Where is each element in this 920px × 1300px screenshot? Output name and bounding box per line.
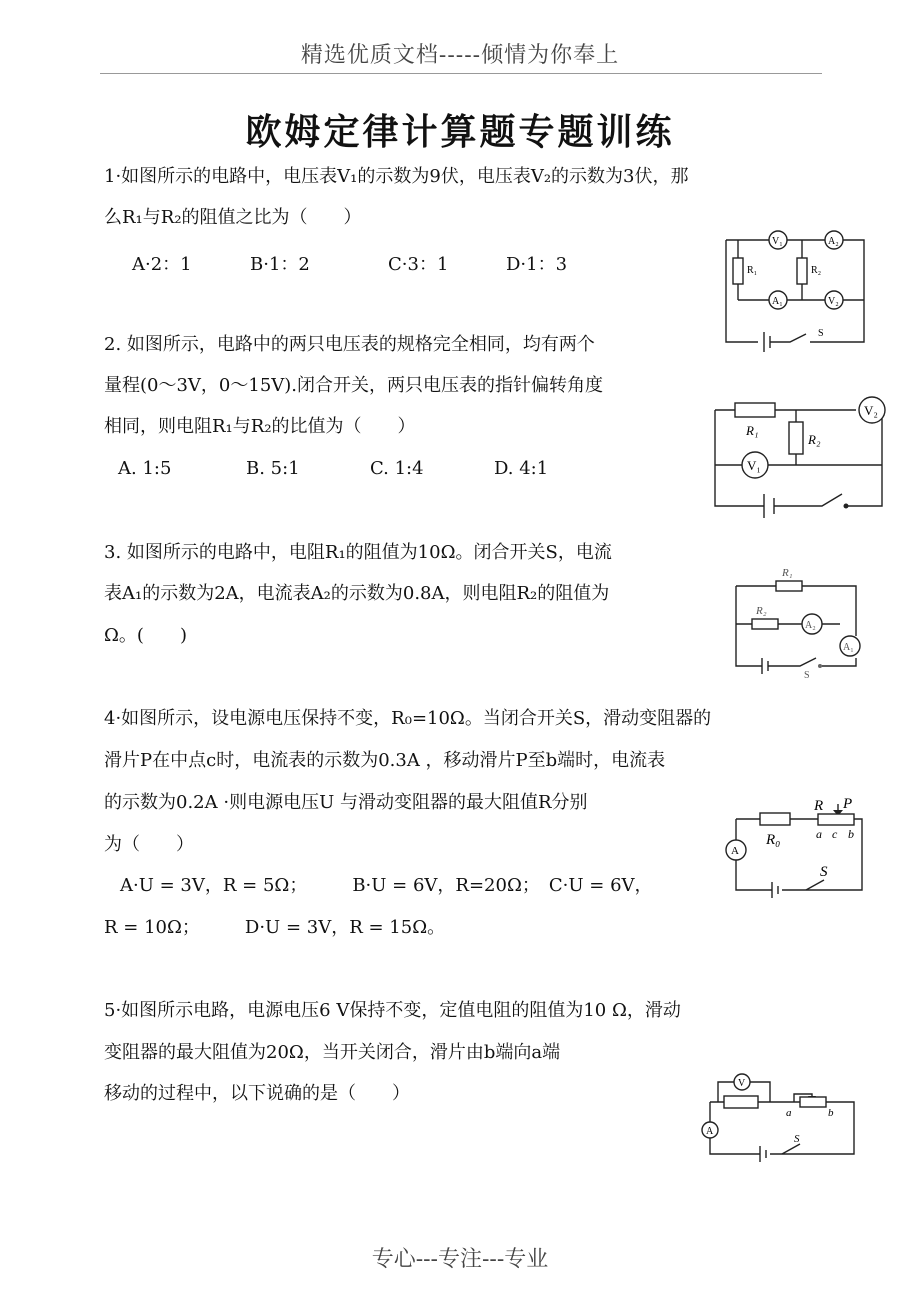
- q5-line-2: 变阻器的最大阻值为20Ω，当开关闭合，滑片由b端向a端: [104, 1042, 561, 1063]
- q3-resistor-r2: [752, 619, 778, 629]
- q4-line-1: 4·如图所示，设电源电压保持不变，R₀=10Ω。当闭合开关S，滑动变阻器的: [104, 708, 712, 729]
- q2-line-3: 相同，则电阻R₁与R₂的比值为（ ）: [104, 416, 416, 437]
- q4-label-r: R: [814, 798, 824, 814]
- page-footer: 专心---专注---专业: [371, 1247, 549, 1272]
- q3-label-r2: R₂: [756, 605, 767, 617]
- page-header: 精选优质文档-----倾情为你奉上: [300, 43, 620, 68]
- q4-circuit-diagram: [716, 792, 876, 902]
- q2-line-1: 2. 如图所示，电路中的两只电压表的规格完全相同，均有两个: [104, 334, 595, 355]
- q1-option-b: B·1：2: [250, 254, 310, 275]
- q3-label-a1: A₁: [843, 642, 854, 653]
- q1-line-2: 么R₁与R₂的阻值之比为（ ）: [104, 207, 362, 228]
- q2-label-r2: R₂: [808, 432, 821, 447]
- q5-label-v: V: [738, 1078, 746, 1089]
- q1-resistor-r2: [797, 258, 807, 284]
- q2-label-v2: V₂: [864, 403, 878, 418]
- q3-line-1: 3. 如图所示的电路中，电阻R₁的阻值为10Ω。闭合开关S，电流: [104, 542, 612, 563]
- q4-label-b: b: [848, 827, 854, 841]
- q1-option-c: C·3：1: [388, 254, 449, 275]
- q1-line-1: 1·如图所示的电路中，电压表V₁的示数为9伏，电压表V₂的示数为3伏，那: [104, 166, 689, 187]
- q5-rheostat: [800, 1097, 826, 1107]
- q4-line-5: A·U = 3V，R = 5Ω； B·U = 6V，R=20Ω； C·U = 6V，: [120, 875, 653, 896]
- q5-circuit-diagram: [698, 1064, 862, 1166]
- q4-line-2: 滑片P在中点c时，电流表的示数为0.3A ，移动滑片P至b端时，电流表: [104, 750, 666, 771]
- q2-resistor-r1: [735, 403, 775, 417]
- q3-label-a2: A₂: [805, 620, 816, 631]
- q4-line-3: 的示数为0.2A ·则电源电压U 与滑动变阻器的最大阻值R分别: [104, 792, 588, 813]
- q4-label-s: S: [820, 864, 828, 880]
- q2-option-c: C. 1:4: [370, 458, 424, 479]
- page-title: 欧姆定律计算题专题训练: [245, 111, 675, 153]
- q5-label-b: b: [828, 1107, 834, 1119]
- q5-label-a: a: [786, 1107, 792, 1119]
- q2-resistor-r2: [789, 422, 803, 454]
- q1-label-v2: V₂: [828, 296, 839, 307]
- q4-label-a: a: [816, 827, 822, 841]
- q4-line-6: R = 10Ω； D·U = 3V，R = 15Ω。: [104, 917, 446, 938]
- q4-label-p: P: [843, 796, 853, 812]
- q1-circuit-diagram: [718, 228, 878, 356]
- q1-resistor-r1: [733, 258, 743, 284]
- q2-option-a: A. 1:5: [118, 458, 172, 479]
- q2-option-b: B. 5:1: [246, 458, 300, 479]
- q5-label-ammeter: A: [706, 1126, 714, 1137]
- q1-label-a1: A₁: [772, 296, 783, 307]
- q5-line-3: 移动的过程中，以下说确的是（ ）: [104, 1083, 410, 1104]
- q3-circuit-diagram: [724, 558, 872, 682]
- q3-label-s: S: [804, 670, 810, 681]
- q1-label-r2: R₂: [811, 265, 822, 276]
- q2-option-d: D. 4:1: [494, 458, 549, 479]
- q4-label-r0: R₀: [766, 832, 781, 848]
- q1-label-v1: V₁: [772, 236, 783, 247]
- q4-resistor-r0: [760, 813, 790, 825]
- q3-line-3: Ω。( ): [104, 625, 187, 646]
- q4-rheostat-r: [818, 814, 854, 825]
- q1-option-a: A·2：1: [132, 254, 192, 275]
- q2-label-r1: R₁: [746, 423, 759, 438]
- q3-resistor-r1: [776, 581, 802, 591]
- q5-resistor: [724, 1096, 758, 1108]
- q2-line-2: 量程(0～3V，0～15V).闭合开关，两只电压表的指针偏转角度: [104, 375, 604, 396]
- q3-line-2: 表A₁的示数为2A，电流表A₂的示数为0.8A，则电阻R₂的阻值为: [104, 583, 610, 604]
- q3-label-r1: R₁: [782, 567, 793, 579]
- q4-label-ammeter: A: [731, 845, 739, 857]
- q2-label-v1: V₁: [747, 458, 761, 473]
- header-divider: [100, 73, 822, 74]
- q4-line-4: 为（ ）: [104, 834, 194, 855]
- q4-label-c: c: [832, 827, 838, 841]
- q1-label-a2: A₂: [828, 236, 839, 247]
- q1-label-r1: R₁: [747, 265, 758, 276]
- q1-option-d: D·1：3: [506, 254, 568, 275]
- q1-label-s: S: [818, 328, 824, 339]
- q2-circuit-diagram: [710, 390, 890, 520]
- q5-line-1: 5·如图所示电路，电源电压6 V保持不变，定值电阻的阻值为10 Ω，滑动: [104, 1000, 681, 1021]
- q5-label-s: S: [794, 1133, 800, 1145]
